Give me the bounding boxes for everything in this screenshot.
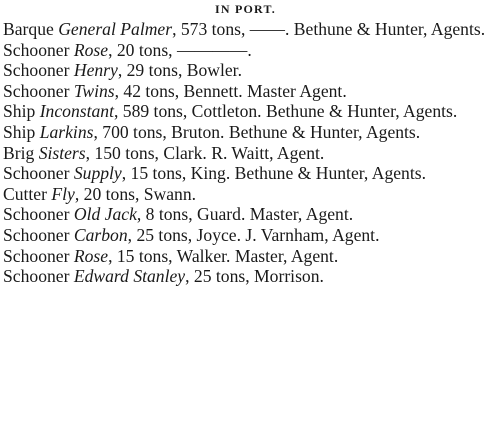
vessel-name: Inconstant bbox=[39, 101, 114, 122]
vessel-type: Brig bbox=[3, 142, 35, 163]
list-item bbox=[3, 266, 489, 287]
vessel-details: , 150 tons, Clark. R. Waitt, Agent. bbox=[85, 142, 325, 163]
list-item bbox=[3, 204, 489, 225]
vessel-details: , 42 tons, Bennett. Master Agent. bbox=[114, 80, 347, 101]
vessel-type: Schooner bbox=[3, 39, 70, 60]
list-item bbox=[3, 101, 489, 122]
vessel-type: Schooner bbox=[3, 266, 70, 287]
vessel-details: , 20 tons, Swann. bbox=[74, 183, 197, 204]
vessel-type: Cutter bbox=[3, 183, 47, 204]
vessel-details: , 20 tons, ————. bbox=[108, 39, 252, 60]
vessel-details: , 25 tons, Joyce. J. Varnham, Agent. bbox=[127, 224, 380, 245]
vessel-type: Barque bbox=[3, 19, 54, 39]
vessel-name: Supply bbox=[73, 163, 122, 184]
vessel-type: Ship bbox=[3, 121, 36, 142]
vessel-details: , 29 tons, Bowler. bbox=[117, 60, 242, 81]
vessel-type: Schooner bbox=[3, 224, 70, 245]
vessel-name: Edward Stanley bbox=[73, 266, 186, 287]
vessel-type: Schooner bbox=[3, 204, 70, 225]
list-item bbox=[3, 225, 489, 246]
list-item bbox=[3, 163, 489, 184]
vessel-details: , 8 tons, Guard. Master, Agent. bbox=[136, 204, 354, 225]
vessel-details: , 15 tons, Walker. Master, Agent. bbox=[108, 245, 339, 266]
vessel-name: Old Jack bbox=[73, 204, 137, 225]
list-item bbox=[3, 246, 489, 267]
vessel-type: Schooner bbox=[3, 60, 70, 81]
list-item bbox=[3, 40, 489, 61]
vessel-details: , 700 tons, Bruton. Bethune & Hunter, Agents. bbox=[93, 121, 421, 142]
shipping-list bbox=[3, 19, 489, 287]
vessel-name: Henry bbox=[73, 60, 118, 81]
vessel-type: Schooner bbox=[3, 163, 70, 184]
list-item bbox=[3, 60, 489, 81]
vessel-type: Schooner bbox=[3, 80, 70, 101]
vessel-details: , 589 tons, Cottleton. Bethune & Hunter, Agents. bbox=[113, 101, 458, 122]
vessel-name: General Palmer bbox=[58, 19, 173, 39]
vessel-name: Twins bbox=[73, 80, 115, 101]
list-item bbox=[3, 143, 489, 164]
vessel-type: Schooner bbox=[3, 245, 70, 266]
vessel-name: Fly bbox=[51, 183, 75, 204]
vessel-details: , 25 tons, Morrison. bbox=[185, 266, 324, 287]
vessel-name: Sisters bbox=[38, 142, 86, 163]
list-item bbox=[3, 122, 489, 143]
section-heading: IN PORT. bbox=[215, 2, 276, 16]
list-item bbox=[3, 81, 489, 102]
vessel-name: Carbon bbox=[73, 224, 128, 245]
list-item bbox=[3, 184, 489, 205]
vessel-type: Ship bbox=[3, 101, 36, 122]
vessel-name: Larkins bbox=[39, 121, 94, 142]
vessel-details: , 573 tons, ——. Bethune & Hunter, Agents. bbox=[172, 19, 486, 39]
vessel-name: Rose bbox=[73, 245, 109, 266]
vessel-details: , 15 tons, King. Bethune & Hunter, Agents. bbox=[121, 163, 426, 184]
list-item bbox=[3, 19, 489, 40]
vessel-name: Rose bbox=[73, 39, 109, 60]
